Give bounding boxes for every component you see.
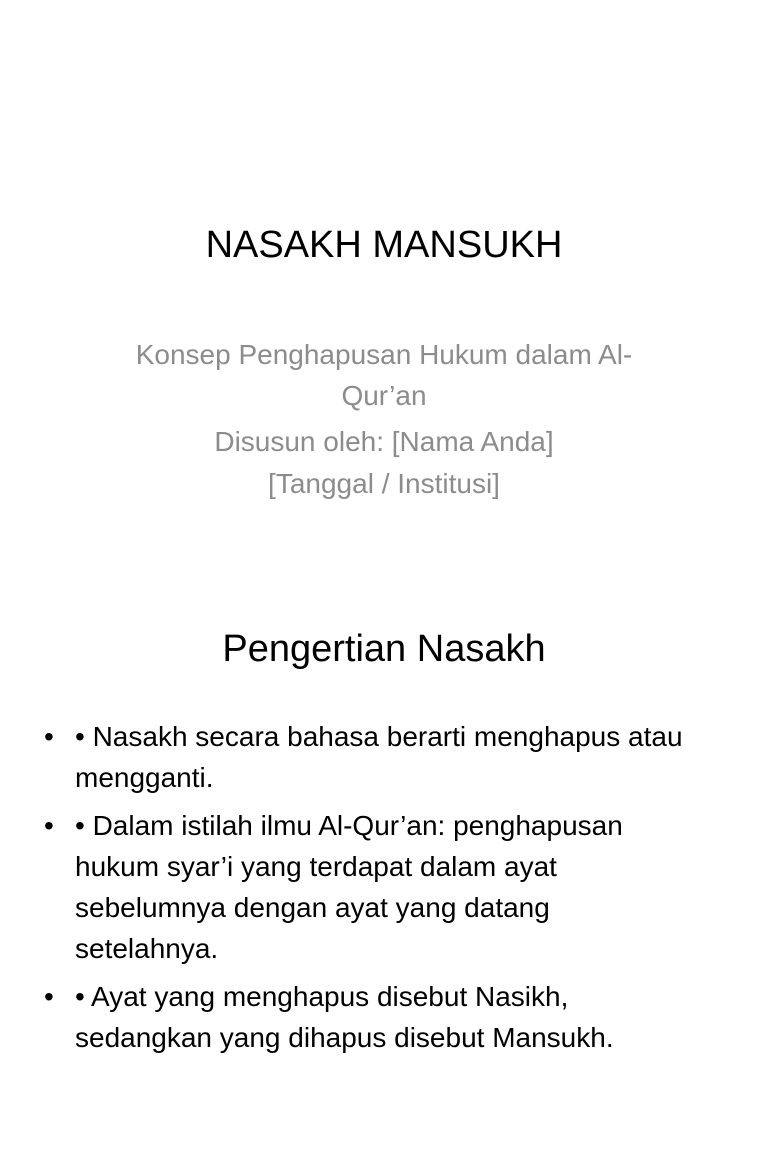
bullet-marker: • (44, 981, 54, 1012)
bullet-item (40, 805, 700, 969)
subtitle-line: Disusun oleh: [Nama Anda] (214, 426, 554, 457)
subtitle-line: Konsep Penghapusan Hukum dalam Al-Qur’an (135, 339, 633, 411)
bullet-marker: • (44, 721, 54, 752)
bullet-text: • Ayat yang menghapus disebut Nasikh, sedangkan yang dihapus disebut Mansukh. (75, 981, 614, 1053)
bullet-marker: • (44, 810, 54, 841)
bullet-item (40, 976, 700, 1058)
content-slide (0, 576, 768, 1152)
subtitle-line: [Tanggal / Institusi] (268, 468, 500, 499)
slide-title: NASAKH MANSUKH (205, 224, 563, 266)
bullet-text: • Dalam istilah ilmu Al-Qur’an: penghapusan hukum syar’i yang terdapat dalam ayat sebelumnya dengan ayat yang datang setelahnya. (75, 810, 623, 964)
slide-subtitle (100, 334, 668, 505)
bullet-text: • Nasakh secara bahasa berarti menghapus atau mengganti. (75, 721, 683, 793)
slide-title: Pengertian Nasakh (222, 628, 546, 670)
bullet-item (40, 716, 700, 798)
bullet-list (40, 716, 700, 1065)
